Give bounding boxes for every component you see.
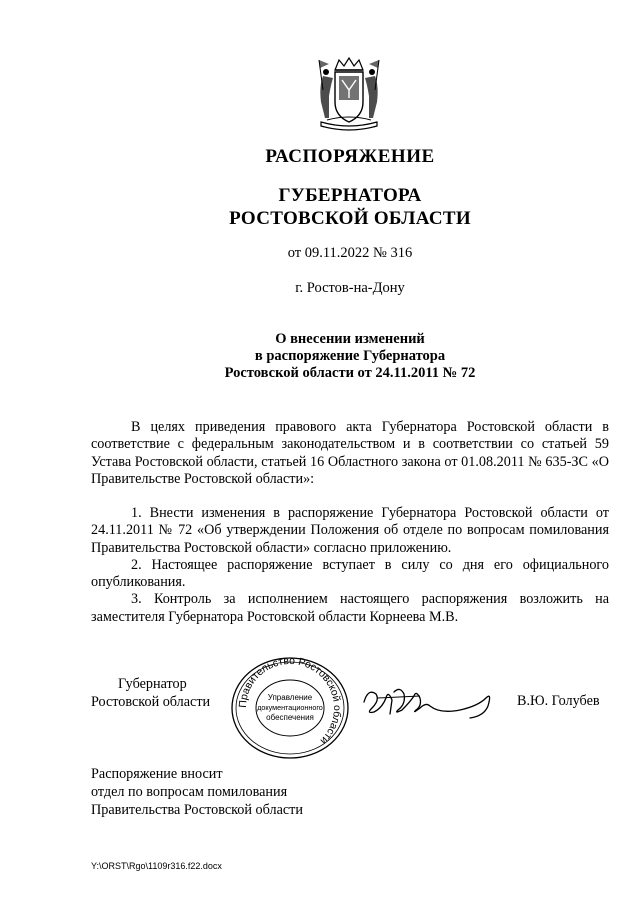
subject-line-2: в распоряжение Губернатора — [254, 348, 446, 364]
stamp-inner-line-2: документационного — [257, 703, 323, 712]
stamp-outer-text: Правительство Ростовской области — [236, 654, 344, 747]
official-seal-stamp — [228, 654, 352, 762]
coat-of-arms-emblem — [313, 56, 385, 134]
document-type-title: РАСПОРЯЖЕНИЕ — [265, 146, 435, 167]
subject-line-1: О внесении изменений — [275, 331, 425, 347]
order-item-3: 3. Контроль за исполнением настоящего распоряжения возложить на заместителя Губернатора Ростовской области Корнеева М.В. — [91, 591, 609, 625]
stamp-inner-line-1: Управление — [267, 693, 313, 702]
submitted-by-line-2: отдел по вопросам помилования — [91, 784, 288, 800]
authority-line-1: ГУБЕРНАТОРА — [278, 185, 422, 206]
document-subject — [0, 331, 640, 382]
order-items — [91, 505, 609, 626]
document-date-number: от 09.11.2022 № 316 — [287, 245, 413, 261]
order-item-1: 1. Внести изменения в распоряжение Губернатора Ростовской области от 24.11.2011 № 72 «Об утверждении Положения об отделе по вопросам помилования Правительства Ростовской области» согласно приложению. — [91, 505, 609, 556]
file-path-footer: Y:\ORST\Rgo\1109r316.f22.docx — [91, 861, 222, 871]
signatory-name: В.Ю. Голубев — [517, 693, 600, 709]
signatory-title — [91, 675, 210, 711]
document-city: г. Ростов-на-Дону — [295, 280, 405, 296]
submitted-by-line-1: Распоряжение вносит — [91, 766, 223, 782]
submitted-by-line-3: Правительства Ростовской области — [91, 802, 303, 818]
preamble-paragraph — [91, 419, 609, 488]
preamble-text: В целях приведения правового акта Губернатора Ростовской области в соответствие с федеральным законодательством и в соответствии со статьей 59 Устава Ростовской области, статьей 16 Областного закона от 01.08.2011 № 635-ЗС «О Правительстве Ростовской области»: — [91, 419, 609, 487]
signatory-title-line-1: Губернатор — [118, 676, 187, 692]
authority-line-2: РОСТОВСКОЙ ОБЛАСТИ — [229, 208, 471, 229]
stamp-inner-line-3: обеспечения — [266, 713, 314, 722]
handwritten-signature — [360, 680, 495, 725]
signatory-title-line-2: Ростовской области — [91, 694, 211, 710]
submitted-by-note — [91, 765, 303, 819]
issuing-authority — [0, 184, 640, 230]
order-item-2: 2. Настоящее распоряжение вступает в силу со дня его официального опубликования. — [91, 556, 609, 591]
subject-line-3: Ростовской области от 24.11.2011 № 72 — [224, 365, 476, 381]
